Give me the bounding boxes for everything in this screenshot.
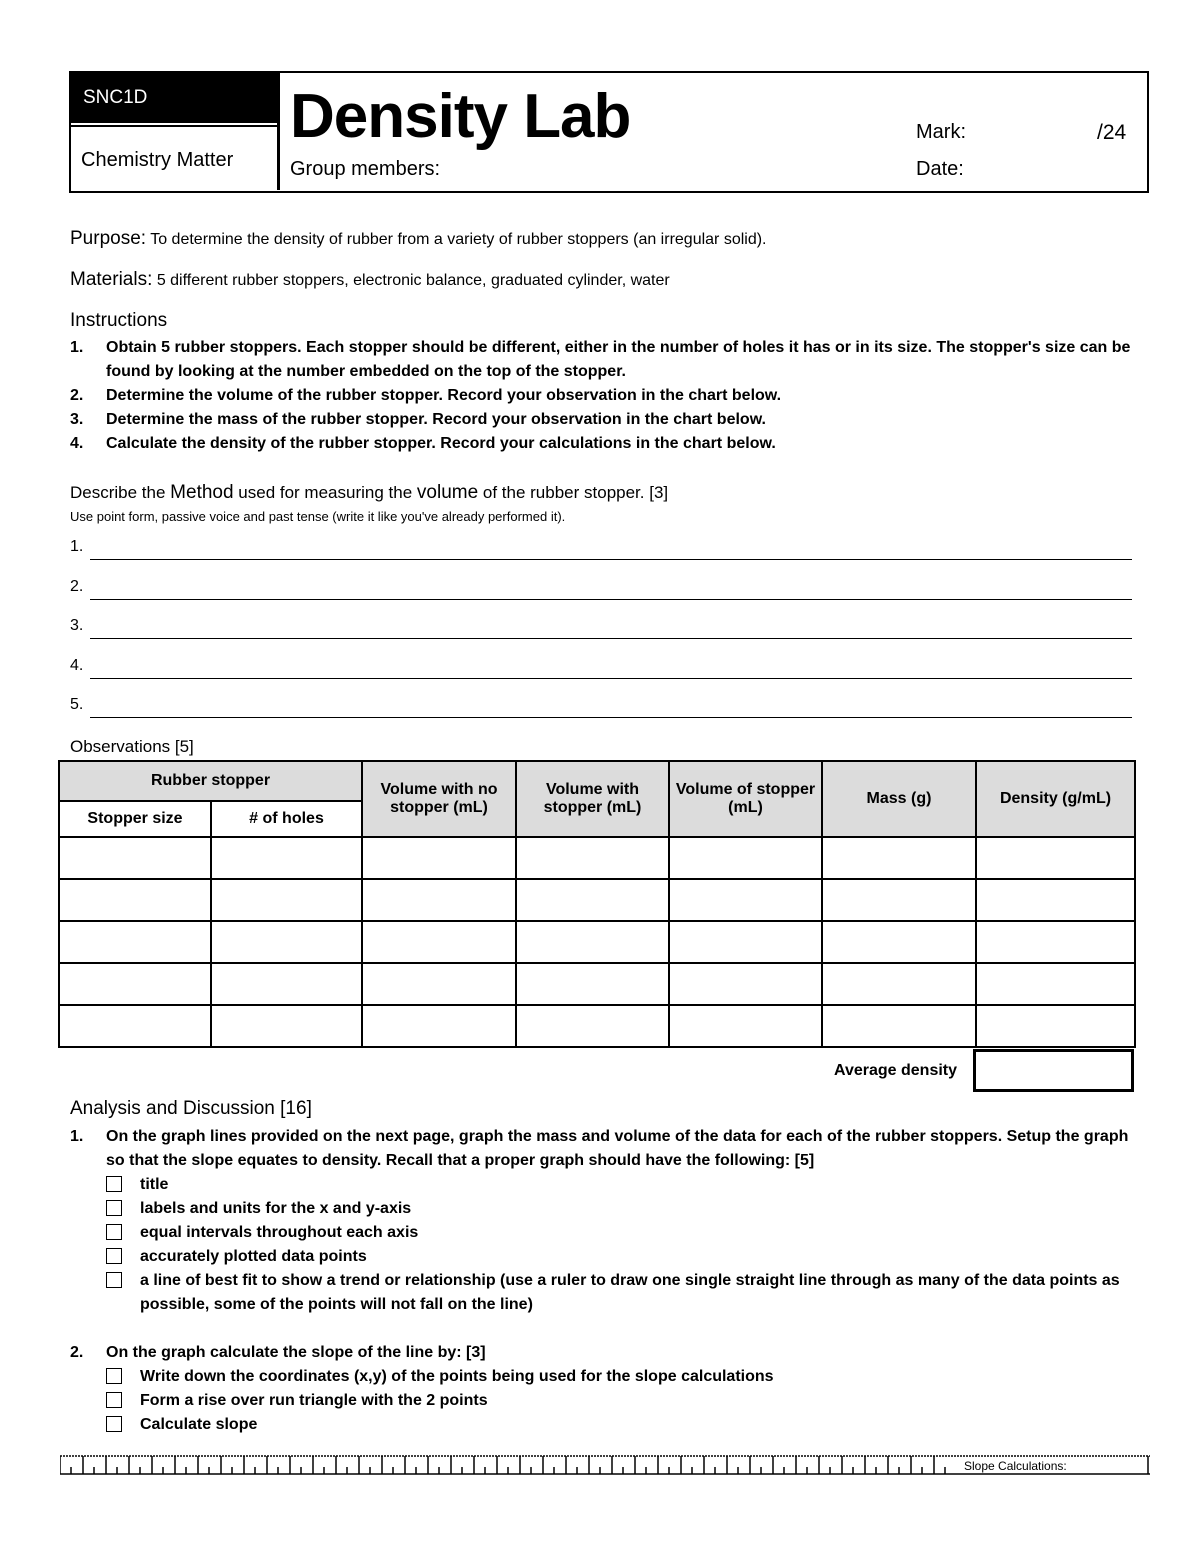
col-volume-no-stopper: Volume with no stopper (mL) [362,761,516,837]
analysis-list [70,1125,1140,1437]
purpose-section [70,228,767,250]
item-number: 2. [70,387,84,404]
method-prompt [70,482,668,504]
checklist-item [106,1389,1140,1413]
checkbox[interactable] [106,1416,122,1432]
table-cell[interactable] [362,963,516,1005]
materials-label: Materials: [70,269,153,290]
table-cell[interactable] [516,1005,669,1047]
slope-calculations-label: Slope Calculations: [964,1459,1067,1473]
group-members-label: Group members: [290,158,441,180]
course-code: SNC1D [71,73,277,123]
instructions-list [70,336,1140,456]
table-cell[interactable] [362,879,516,921]
checklist-label: title [140,1176,169,1193]
checklist-label: Write down the coordinates (x,y) of the points being used for the slope calculations [140,1368,774,1385]
checklist-item [106,1245,1140,1269]
list-item [70,384,1140,408]
checkbox[interactable] [106,1248,122,1264]
table-cell[interactable] [976,1005,1135,1047]
table-cell[interactable] [976,963,1135,1005]
table-cell[interactable] [59,837,211,879]
table-cell[interactable] [822,837,976,879]
volume-word: volume [416,482,479,503]
table-cell[interactable] [669,921,822,963]
answer-line[interactable] [70,657,1132,679]
table-cell[interactable] [976,921,1135,963]
table-cell[interactable] [822,879,976,921]
item-number: 1. [70,339,84,356]
table-cell[interactable] [516,921,669,963]
table-cell[interactable] [362,837,516,879]
table-cell[interactable] [211,921,362,963]
checkbox[interactable] [106,1368,122,1384]
course-name: Chemistry Matter [71,125,277,191]
item-number: 1. [70,1128,84,1145]
table-cell[interactable] [211,963,362,1005]
page-title: Density Lab [290,82,631,151]
col-mass: Mass (g) [822,761,976,837]
checklist-label: equal intervals throughout each axis [140,1224,419,1241]
mark-total: /24 [1097,121,1127,144]
table-cell[interactable] [822,963,976,1005]
table-cell[interactable] [516,879,669,921]
col-holes: # of holes [211,801,362,837]
checklist-label: a line of best fit to show a trend or relationship (use a ruler to draw one single straight line through as many of the data points as possible, some of the points will not fall on the line) [140,1272,1120,1313]
table-cell[interactable] [59,879,211,921]
col-stopper-size: Stopper size [59,801,211,837]
item-text: Determine the mass of the rubber stopper. Record your observation in the chart below. [106,411,766,428]
item-text: On the graph calculate the slope of the line by: [3] [106,1344,486,1361]
header-divider [277,73,280,190]
checkbox[interactable] [106,1224,122,1240]
table-cell[interactable] [822,921,976,963]
table-row [59,921,1135,963]
checklist-label: labels and units for the x and y-axis [140,1200,412,1217]
table-row [59,1005,1135,1047]
checkbox[interactable] [106,1200,122,1216]
line-rule [90,559,1132,560]
item-text: Obtain 5 rubber stoppers. Each stopper should be different, either in the number of holes it has or in its size. The stopper's size can be found by looking at the number embedded on the top of the stopper. [106,339,1131,380]
line-number: 1. [70,538,84,555]
item-text: Calculate the density of the rubber stopper. Record your calculations in the chart below. [106,435,776,452]
answer-line[interactable] [70,617,1132,639]
col-volume-of-stopper: Volume of stopper (mL) [669,761,822,837]
checklist-item [106,1269,1140,1317]
checklist-item [106,1365,1140,1389]
table-cell[interactable] [59,921,211,963]
checklist-label: Calculate slope [140,1416,258,1433]
item-number: 2. [70,1344,84,1361]
table-cell[interactable] [59,963,211,1005]
line-rule [90,678,1132,679]
item-number: 3. [70,411,84,428]
checklist-label: Form a rise over run triangle with the 2 points [140,1392,488,1409]
method-middle: used for measuring the [238,483,413,502]
checkbox[interactable] [106,1176,122,1192]
table-cell[interactable] [669,963,822,1005]
average-density-box[interactable] [973,1049,1134,1092]
materials-text: 5 different rubber stoppers, electronic balance, graduated cylinder, water [156,272,670,289]
line-rule [90,717,1132,718]
table-cell[interactable] [211,1005,362,1047]
list-item [70,1125,1140,1173]
table-cell[interactable] [669,837,822,879]
list-item [70,336,1140,384]
analysis-heading: Analysis and Discussion [16] [70,1098,312,1119]
table-cell[interactable] [211,837,362,879]
observations-table [58,760,1136,1048]
spacer [70,1317,1140,1341]
checkbox[interactable] [106,1272,122,1288]
item-number: 4. [70,435,84,452]
method-subtext: Use point form, passive voice and past tense (write it like you've already performed it). [70,509,566,524]
table-cell[interactable] [976,837,1135,879]
table-cell[interactable] [669,879,822,921]
rubber-stopper-header: Rubber stopper [59,761,362,801]
answer-line[interactable] [70,578,1132,600]
table-cell[interactable] [822,1005,976,1047]
mark-label: Mark: [916,121,966,143]
table-row [59,963,1135,1005]
table-cell[interactable] [516,837,669,879]
line-rule [90,599,1132,600]
item-text: Determine the volume of the rubber stopper. Record your observation in the chart below. [106,387,782,404]
table-row [59,837,1135,879]
instructions-heading: Instructions [70,310,168,331]
table-cell[interactable] [669,1005,822,1047]
purpose-label: Purpose: [70,228,147,249]
table-cell[interactable] [59,1005,211,1047]
line-number: 2. [70,578,84,595]
answer-line[interactable] [70,696,1132,718]
header-box [69,71,1149,193]
checklist-item [106,1221,1140,1245]
list-item [70,432,1140,456]
list-item [70,1341,1140,1365]
checklist-item [106,1173,1140,1197]
table-cell[interactable] [211,879,362,921]
method-prefix: Describe the [70,483,166,502]
materials-section [70,269,670,291]
line-number: 4. [70,657,84,674]
table-cell[interactable] [976,879,1135,921]
list-item [70,408,1140,432]
col-density: Density (g/mL) [976,761,1135,837]
line-rule [90,638,1132,639]
line-number: 5. [70,696,84,713]
date-label: Date: [916,158,964,180]
table-cell[interactable] [362,921,516,963]
method-word: Method [170,482,234,503]
table-cell[interactable] [362,1005,516,1047]
item-text: On the graph lines provided on the next page, graph the mass and volume of the data for each of the rubber stoppers. Setup the graph so that the slope equates to density. Recall that a proper graph should have the following: [5] [106,1128,1129,1169]
checklist-item [106,1197,1140,1221]
purpose-text: To determine the density of rubber from a variety of rubber stoppers (an irregular solid). [150,231,767,248]
checklist-label: accurately plotted data points [140,1248,367,1265]
answer-line[interactable] [70,538,1132,560]
col-volume-with-stopper: Volume with stopper (mL) [516,761,669,837]
checkbox[interactable] [106,1392,122,1408]
average-density-label: Average density [834,1062,958,1079]
table-cell[interactable] [516,963,669,1005]
observations-heading: Observations [5] [70,737,194,756]
method-suffix: of the rubber stopper. [3] [482,483,669,502]
table-row [59,879,1135,921]
line-number: 3. [70,617,84,634]
checklist-item [106,1413,1140,1437]
